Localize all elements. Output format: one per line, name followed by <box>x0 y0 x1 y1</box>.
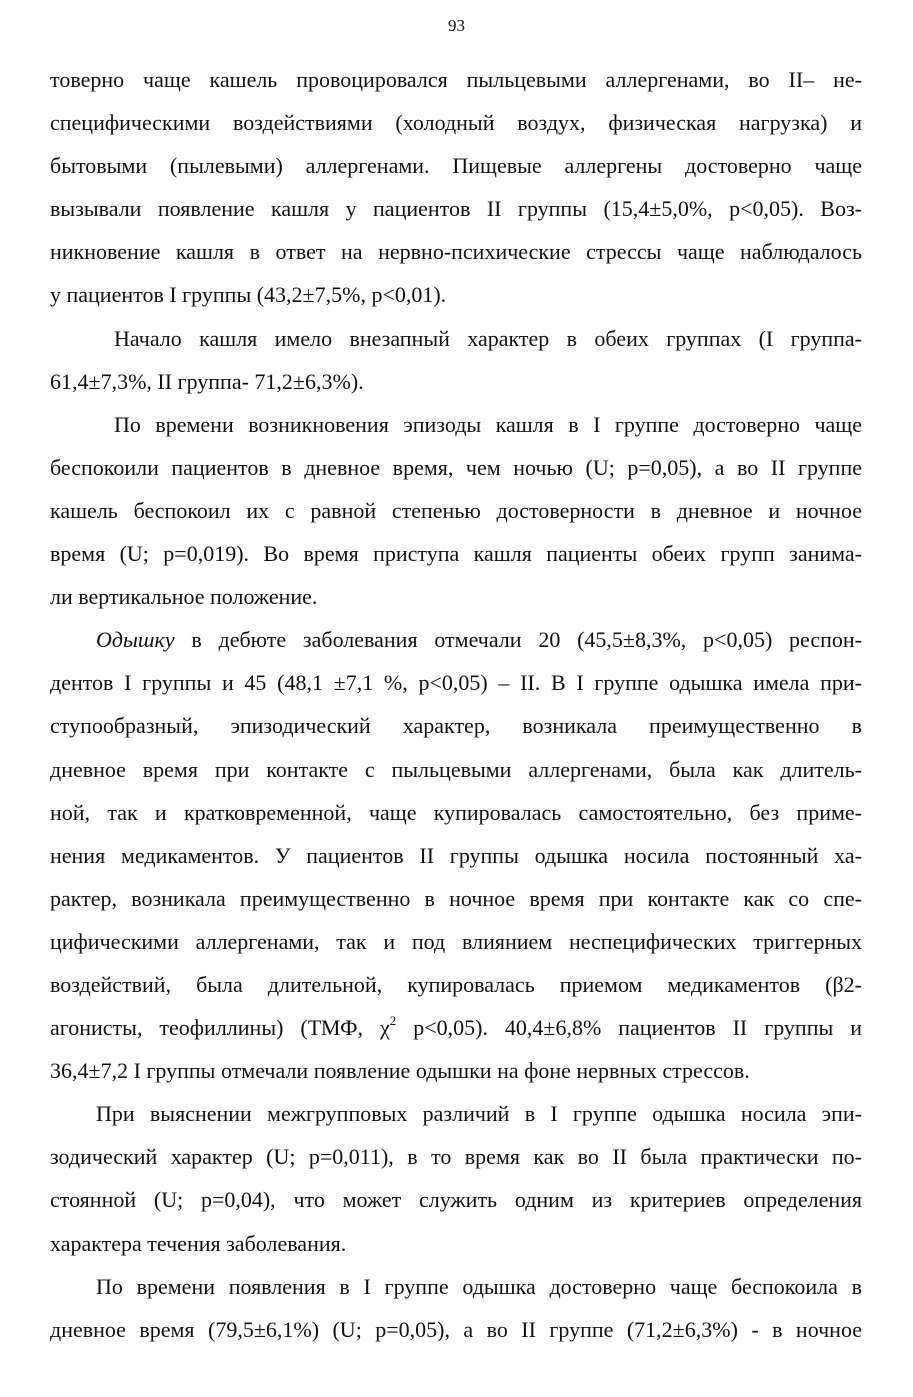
text-line: специфическими воздействиями (холодный воздух, физическая нагрузка) и <box>50 110 862 136</box>
text-line: дневное время (79,5±6,1%) (U; p=0,05), а во II группе (71,2±6,3%) - в ночное <box>50 1316 862 1342</box>
text-line: никновение кашля в ответ на нервно-психические стрессы чаще наблюдалось <box>50 239 862 265</box>
text-line: рактер, возникала преимущественно в ночное время при контакте как со спе- <box>50 885 862 911</box>
paragraph-start-line <box>50 618 862 661</box>
text-line: дентов I группы и 45 (48,1 ±7,1 %, p<0,05) – II. В I группе одышка имела при- <box>50 670 862 696</box>
text-span: агонисты, теофиллины) (ТМФ, χ <box>50 1015 390 1041</box>
text-span: p<0,05). 40,4±6,8% пациентов II группы и <box>396 1015 862 1041</box>
text-line: кашель беспокоил их с равной степенью достоверности в дневное и ночное <box>50 497 862 523</box>
text-line: беспокоили пациентов в дневное время, чем ночью (U; p=0,05), а во II группе <box>50 454 862 480</box>
text-line: характера течения заболевания. <box>50 1230 347 1256</box>
text-line: дневное время при контакте с пыльцевыми аллергенами, была как длитель- <box>50 756 862 782</box>
text-line: стоянной (U; p=0,04), что может служить одним из критериев определения <box>50 1187 862 1213</box>
text-line: ли вертикальное положение. <box>50 584 318 610</box>
text-line: ной, так и кратковременной, чаще купировалась самостоятельно, без приме- <box>50 799 862 825</box>
paragraph-start-line: По времени возникновения эпизоды кашля в I группе достоверно чаще <box>114 411 862 437</box>
text-line: цифическими аллергенами, так и под влиянием неспецифических триггерных <box>50 928 862 954</box>
document-body <box>50 58 862 1351</box>
text-line: ступообразный, эпизодический характер, возникала преимущественно в <box>50 713 862 739</box>
text-line: время (U; p=0,019). Во время приступа кашля пациенты обеих групп занима- <box>50 541 862 567</box>
text-line: бытовыми (пылевыми) аллергенами. Пищевые аллергены достоверно чаще <box>50 153 862 179</box>
text-line: зодический характер (U; p=0,011), в то время как во II была практически по- <box>50 1144 862 1170</box>
text-line: вызывали появление кашля у пациентов II группы (15,4±5,0%, p<0,05). Воз- <box>50 196 862 222</box>
text-line: нения медикаментов. У пациентов II группы одышка носила постоянный ха- <box>50 842 862 868</box>
paragraph-start-line: Начало кашля имело внезапный характер в обеих группах (I группа- <box>114 325 862 351</box>
text-line: воздействий, была длительной, купировалась приемом медикаментов (β2- <box>50 971 862 997</box>
italic-term: Одышку <box>96 627 175 653</box>
text-line <box>50 1006 862 1049</box>
page-number: 93 <box>448 16 465 35</box>
paragraph-start-line: При выяснении межгрупповых различий в I группе одышка носила эпи- <box>96 1101 862 1127</box>
text-line: у пациентов I группы (43,2±7,5%, p<0,01). <box>50 282 447 308</box>
text-line: товерно чаще кашель провоцировался пыльцевыми аллергенами, во II– не- <box>50 67 862 92</box>
paragraph-start-line: По времени появления в I группе одышка достоверно чаще беспокоила в <box>96 1273 862 1299</box>
text-line: 61,4±7,3%, II группа- 71,2±6,3%). <box>50 368 364 394</box>
text-line: 36,4±7,2 I группы отмечали появление одышки на фоне нервных стрессов. <box>50 1058 750 1084</box>
superscript: 2 <box>389 1012 397 1028</box>
text-span: в дебюте заболевания отмечали 20 (45,5±8,3%, p<0,05) респон- <box>174 627 862 653</box>
